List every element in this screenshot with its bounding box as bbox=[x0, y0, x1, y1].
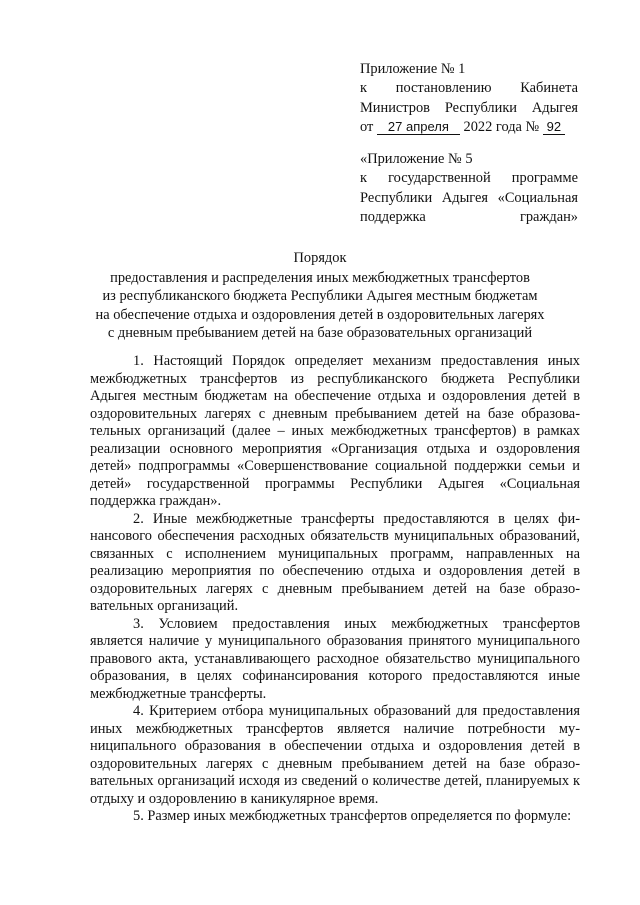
attachment-2-support: поддержка граждан» bbox=[360, 209, 578, 226]
date-suffix: 2022 года № bbox=[463, 119, 540, 136]
attachment-1-date-line bbox=[360, 118, 578, 137]
attachment-1-resolution: к постановлению Кабинета bbox=[360, 80, 578, 97]
attachment-2-program: к государственной программе bbox=[360, 170, 578, 187]
paragraph-4: 4. Критерием отбора муниципальных образований для предоставления иных межбюджетных трансфертов является наличие потребности муниципального образования в обеспечении отдыха и оздоровления детей в оздоровительных лагерях с дневным пребыванием детей на базе образовательных организаций исходя из сведений о количестве детей, планируемых к отдыху и оздоровлению в каникулярное время. bbox=[90, 703, 580, 807]
title-line: с дневным пребыванием детей на базе образовательных организаций bbox=[107, 325, 533, 342]
paragraph-2: 2. Иные межбюджетные трансферты предоставляются в целях финансового обеспечения расходных обязательств муниципальных образований, связанных с исполнением муниципальных программ, направленных на реализацию мероприятия по обеспечению отдыха и оздоровления детей в оздоровительных лагерях с дневным пребыванием детей на базе образовательных организаций. bbox=[90, 510, 580, 614]
title-line: из республиканского бюджета Республики Адыгея местным бюджетам bbox=[102, 288, 538, 305]
document-body bbox=[90, 353, 580, 826]
attachment-2-block bbox=[360, 150, 578, 228]
handwritten-date: 27 апреля bbox=[377, 119, 460, 135]
title-line: на обеспечение отдыха и оздоровления детей в оздоровительных лагерях bbox=[95, 306, 545, 323]
attachment-1-number: Приложение № 1 bbox=[360, 61, 466, 77]
title-line: предоставления и распределения иных межбюджетных трансфертов bbox=[110, 269, 530, 286]
attachment-2-number: «Приложение № 5 bbox=[360, 151, 473, 167]
document-title bbox=[80, 249, 560, 343]
paragraph-1: 1. Настоящий Порядок определяет механизм предоставления иных межбюджетных трансфертов из республиканского бюджета Республики Адыгея местным бюджетам на обеспечение отдыха и оздоровления детей в оздоровительных лагерях с дневным пребыванием детей на базе образовательных организаций (далее – иных межбюджетных трансфертов) в рамках реализации основного мероприятия «Организация отдыха и оздоровления детей» подпрограммы «Совершенствование социальной поддержки семьи и детей» государственной программы Республики Адыгея «Социальная поддержка граждан». bbox=[90, 353, 580, 509]
attachment-2-republic: Республики Адыгея «Социальная bbox=[360, 189, 578, 206]
handwritten-number: 92 bbox=[543, 119, 565, 135]
paragraph-3: 3. Условием предоставления иных межбюджетных трансфертов является наличие у муниципального образования принятого муниципального правового акта, устанавливающего расходное обязательство муниципального образования, в целях софинансирования которого предоставляются иные межбюджетные трансферты. bbox=[90, 615, 580, 702]
attachment-1-block bbox=[360, 60, 578, 138]
attachment-1-cabinet: Министров Республики Адыгея bbox=[360, 99, 578, 116]
title-heading: Порядок bbox=[293, 250, 347, 266]
date-prefix: от bbox=[360, 119, 374, 136]
paragraph-5: 5. Размер иных межбюджетных трансфертов определяется по формуле: bbox=[133, 808, 572, 824]
